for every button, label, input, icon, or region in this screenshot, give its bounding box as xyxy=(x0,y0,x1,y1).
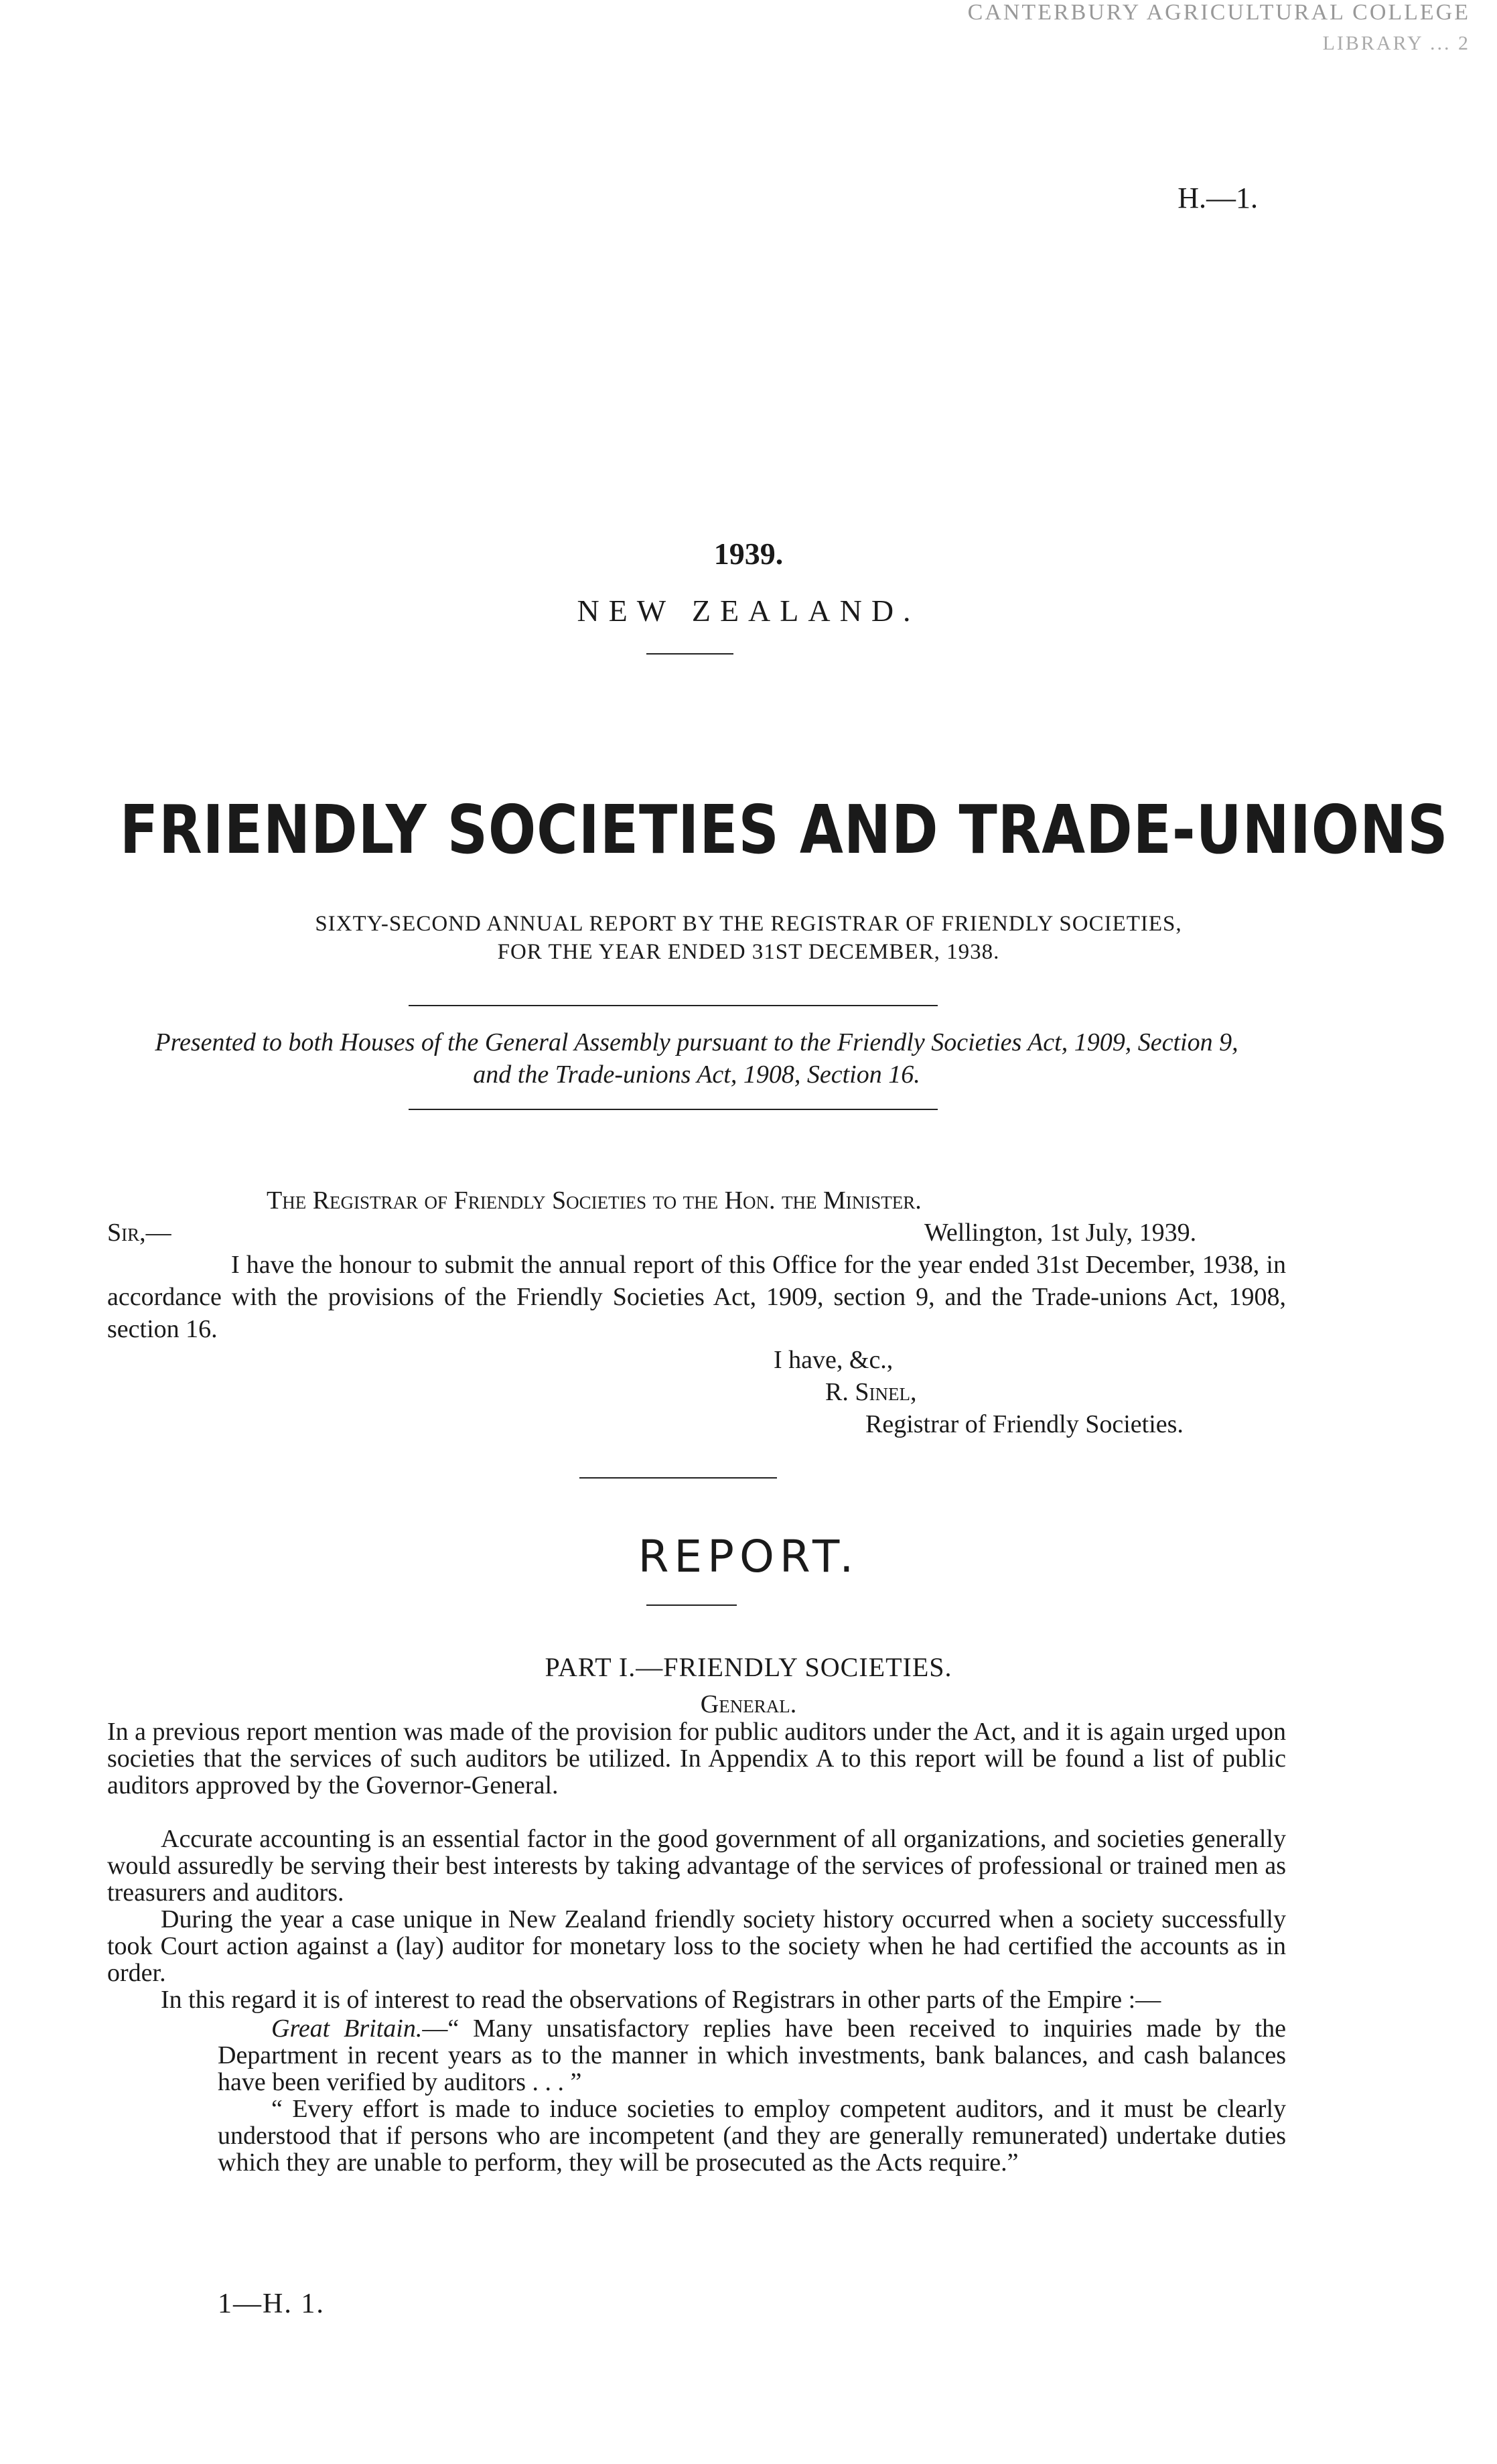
paragraph-accurate-accounting: Accurate accounting is an essential factor in the good government of all organizations, and societies generally would assuredly be serving their best interests by taking advantage of the services of professional or trained men as treasurers and auditors. xyxy=(107,1825,1286,1907)
document-year: 1939. xyxy=(713,537,784,571)
divider-after-report xyxy=(646,1604,737,1606)
quote-label-great-britain: Great Britain. xyxy=(271,2014,423,2043)
letter-signatory-title: Registrar of Friendly Societies. xyxy=(865,1410,1184,1438)
report-heading: REPORT. xyxy=(638,1531,859,1582)
paragraph-public-auditors-text: In a previous report mention was made of the provision for public auditors under the Act, and it is again urged upon societies that the services of such auditors be utilized. In Appendix A to this report will be found a list of public auditors approved by the Governor-General. xyxy=(107,1718,1286,1799)
divider-before-report xyxy=(579,1477,777,1479)
quote-great-britain-1-text: —“ Many unsatisfactory replies have been received to inquiries made by the Department in recent years as to the manner in which investments, bank balances, and cash balances have been verified by auditors . . . ” xyxy=(218,2014,1286,2096)
library-stamp-line-2: LIBRARY ... 2 xyxy=(1322,32,1470,54)
part-heading: PART I.—FRIENDLY SOCIETIES. xyxy=(545,1652,952,1682)
letter-closing: I have, &c., xyxy=(774,1346,894,1374)
library-stamp-line-1: CANTERBURY AGRICULTURAL COLLEGE xyxy=(967,0,1470,25)
quote-great-britain-2: “ Every effort is made to induce societies to employ competent auditors, and it must be clearly understood that if persons who are incompetent (and they are generally remunerated) undertake duties which they are unable to perform, they will be prosecuted as the Acts require.” xyxy=(218,2095,1286,2177)
divider-upper xyxy=(409,1005,938,1006)
presentation-note-line-1: Presented to both Houses of the General Assembly pursuant to the Friendly Societies Act, 1909, Section 9, xyxy=(155,1028,1238,1056)
quote-great-britain-1 xyxy=(218,2015,1286,2096)
report-subtitle xyxy=(0,910,1497,966)
presentation-note xyxy=(107,1026,1286,1091)
letter-body: I have the honour to submit the annual report of this Office for the year ended 31st December, 1938, in accordance with the provisions of the Friendly Societies Act, 1909, section 9, and the Trade-unions Act, 1908, section 16. xyxy=(107,1251,1286,1343)
paragraph-public-auditors xyxy=(107,1718,1286,1799)
divider-lower xyxy=(409,1109,938,1110)
report-subtitle-line-2: FOR THE YEAR ENDED 31ST DECEMBER, 1938. xyxy=(497,940,1000,964)
letter-dateline: Wellington, 1st July, 1939. xyxy=(924,1219,1197,1247)
country-name: NEW ZEALAND. xyxy=(577,594,920,628)
document-code: H.—1. xyxy=(1178,182,1258,214)
letter-signatory: R. Sinel, xyxy=(825,1378,917,1406)
page-footer-code: 1—H. 1. xyxy=(218,2288,325,2319)
presentation-note-line-2: and the Trade-unions Act, 1908, Section 16. xyxy=(473,1060,920,1089)
letter-addressee: The Registrar of Friendly Societies to the Hon. the Minister. xyxy=(267,1186,922,1215)
letter-salutation: Sir,— xyxy=(107,1219,171,1247)
paragraph-registrars-observations: In this regard it is of interest to read the observations of Registrars in other parts of the Empire :— xyxy=(161,1986,1161,2014)
report-subtitle-line-1: SIXTY-SECOND ANNUAL REPORT BY THE REGISTRAR OF FRIENDLY SOCIETIES, xyxy=(315,912,1182,936)
report-title: FRIENDLY SOCIETIES AND TRADE-UNIONS xyxy=(119,791,1449,869)
divider-short xyxy=(646,653,733,655)
paragraph-court-action: During the year a case unique in New Zealand friendly society history occurred when a society successfully took Court action against a (lay) auditor for monetary loss to the society when he had certified the accounts as in order. xyxy=(107,1905,1286,1987)
section-heading: General. xyxy=(700,1690,797,1718)
